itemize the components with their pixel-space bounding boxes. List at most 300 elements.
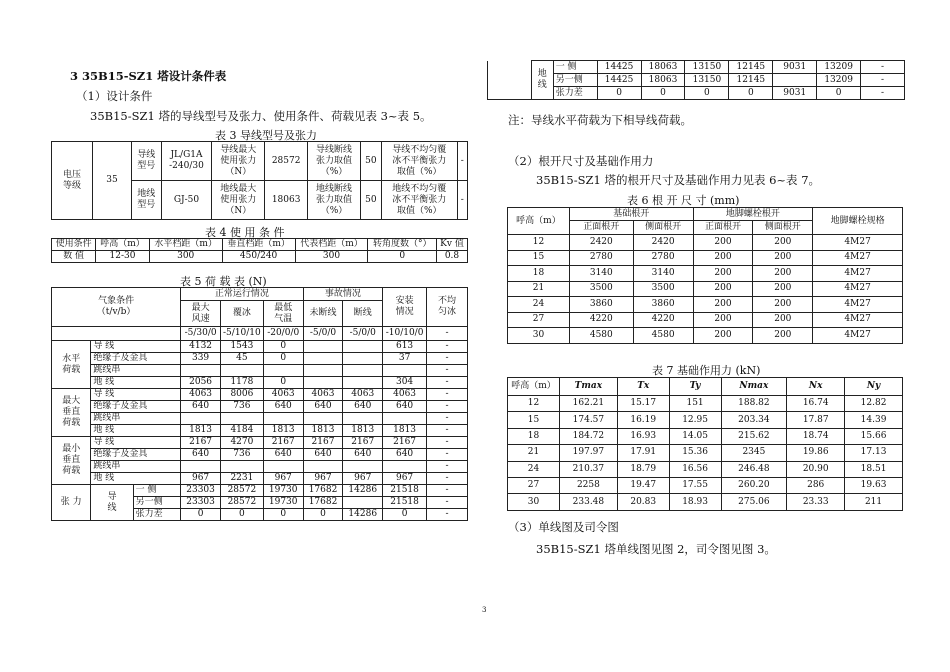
max-tension-label: 地线最大 使用张力 （N）: [212, 181, 265, 220]
value-cell: 9031: [773, 61, 817, 74]
value-cell: 19.86: [787, 445, 845, 461]
param-cell: -5/0/0: [343, 327, 383, 341]
row-name: 绝缘子及金具: [91, 449, 181, 461]
table7-foundation-force: [507, 377, 903, 511]
value-cell: 12.82: [845, 396, 903, 412]
type-value: GJ-50: [161, 181, 212, 220]
value-cell: 14286: [343, 485, 383, 497]
value-cell: 9031: [773, 87, 817, 100]
value-cell: 188.82: [721, 396, 787, 412]
value-cell: 4132: [181, 341, 221, 353]
value-cell: -: [427, 365, 468, 377]
value-cell: 0: [641, 87, 685, 100]
value-cell: 200: [753, 328, 813, 344]
value-cell: 3860: [633, 297, 693, 313]
value-cell: -: [427, 485, 468, 497]
value-cell: 967: [181, 473, 221, 485]
value-cell: 3500: [569, 281, 633, 297]
row-name: 导 线: [91, 437, 181, 449]
value-cell: 200: [693, 266, 753, 282]
value-cell: 17.87: [787, 412, 845, 428]
value-cell: 1813: [383, 425, 427, 437]
value-cell: 16.93: [617, 428, 669, 444]
header-cell: Kv 值: [437, 239, 468, 251]
value-cell: 0: [817, 87, 861, 100]
col-head: 最大 风速: [181, 301, 221, 327]
voltage-value: 35: [93, 142, 132, 220]
table-row: [508, 445, 903, 461]
value-cell: 736: [221, 401, 264, 413]
table-row: [488, 61, 905, 74]
value-cell: 4220: [633, 312, 693, 328]
value-cell: [383, 365, 427, 377]
value-cell: 数 值: [52, 251, 96, 263]
table-row: [52, 485, 468, 497]
value-cell: 12145: [729, 61, 773, 74]
col-head: 断线: [343, 301, 383, 327]
value-cell: 640: [383, 449, 427, 461]
value-cell: 967: [383, 473, 427, 485]
value-cell: 19730: [263, 485, 303, 497]
uneven-value: -: [457, 142, 467, 181]
value-cell: 27: [508, 477, 560, 493]
value-cell: 28572: [221, 485, 264, 497]
value-cell: 4M27: [813, 250, 903, 266]
value-cell: 24: [508, 461, 560, 477]
value-cell: 1813: [343, 425, 383, 437]
value-cell: 21: [508, 281, 570, 297]
bolt-spec-label: 地脚螺栓规格: [813, 208, 903, 235]
type-label: 导线 型号: [132, 142, 162, 181]
value-cell: 640: [303, 449, 343, 461]
value-cell: 12.95: [669, 412, 721, 428]
value-cell: [343, 413, 383, 425]
header-cell: 呼高（m）: [96, 239, 149, 251]
value-cell: 200: [693, 328, 753, 344]
table-row: [508, 494, 903, 510]
value-cell: 20.83: [617, 494, 669, 510]
value-cell: 17.13: [845, 445, 903, 461]
break-value: 50: [360, 181, 381, 220]
value-cell: 300: [149, 251, 222, 263]
table3-conductor-tension: [51, 141, 468, 220]
max-tension-label: 导线最大 使用张力 （N）: [212, 142, 265, 181]
table-row: [508, 477, 903, 493]
break-label: 导线断线 张力取值 （%）: [308, 142, 361, 181]
uneven-label: 地线不均匀覆 冰不平衡张力 取值（%）: [381, 181, 457, 220]
value-cell: 200: [753, 266, 813, 282]
value-cell: 18.79: [617, 461, 669, 477]
row-name: 地 线: [91, 473, 181, 485]
header-cell: Nmax: [721, 378, 787, 396]
blank-cell: [488, 61, 532, 100]
value-cell: 30: [508, 494, 560, 510]
value-cell: 4M27: [813, 297, 903, 313]
header-row: [508, 378, 903, 396]
table-row: [52, 461, 468, 473]
value-cell: 200: [753, 250, 813, 266]
value-cell: -: [861, 74, 905, 87]
value-cell: 4580: [569, 328, 633, 344]
sub-head: 侧面根开: [753, 221, 813, 235]
break-value: 50: [360, 142, 381, 181]
row-name: 导 线: [91, 389, 181, 401]
value-cell: 4063: [383, 389, 427, 401]
value-cell: 18063: [641, 61, 685, 74]
value-cell: 640: [181, 401, 221, 413]
header-cell: 使用条件: [52, 239, 96, 251]
col-head: 最低 气温: [263, 301, 303, 327]
value-cell: 14286: [343, 509, 383, 521]
value-cell: 736: [221, 449, 264, 461]
value-cell: 640: [343, 449, 383, 461]
value-cell: 1813: [303, 425, 343, 437]
value-cell: 28572: [221, 497, 264, 509]
value-cell: 14.05: [669, 428, 721, 444]
value-cell: 30: [508, 328, 570, 344]
page-number: 3: [482, 606, 487, 614]
tension-label: 张 力: [52, 485, 91, 521]
value-cell: 15.66: [845, 428, 903, 444]
accident-label: 事故情况: [303, 288, 382, 301]
value-cell: 0: [729, 87, 773, 100]
value-cell: 19.47: [617, 477, 669, 493]
type-value: JL/G1A -240/30: [161, 142, 212, 181]
value-cell: 12-30: [96, 251, 149, 263]
value-cell: 18.93: [669, 494, 721, 510]
uneven-value: -: [457, 181, 467, 220]
value-cell: 2420: [633, 235, 693, 251]
table-row: [52, 437, 468, 449]
params-spacer: [52, 327, 181, 341]
row-name: 跳线串: [91, 461, 181, 473]
value-cell: [343, 461, 383, 473]
value-cell: [343, 341, 383, 353]
value-cell: -: [427, 341, 468, 353]
table6-caption: 表 6 根 开 尺 寸 (mm): [627, 194, 740, 207]
table-row: [52, 473, 468, 485]
row-name: 跳线串: [91, 413, 181, 425]
row-name: 地 线: [91, 377, 181, 389]
value-cell: 13150: [685, 61, 729, 74]
value-cell: 16.74: [787, 396, 845, 412]
value-cell: 20.90: [787, 461, 845, 477]
value-cell: 200: [693, 297, 753, 313]
row-name: 绝缘子及金具: [91, 401, 181, 413]
col-head: 覆冰: [221, 301, 264, 327]
value-cell: 0.8: [437, 251, 468, 263]
value-cell: [303, 365, 343, 377]
value-cell: 640: [343, 401, 383, 413]
value-cell: 0: [181, 509, 221, 521]
table-row: [508, 461, 903, 477]
paragraph-footing: 35B15-SZ1 塔的根开尺寸及基础作用力见表 6~表 7。: [536, 173, 821, 187]
value-cell: -: [427, 473, 468, 485]
value-cell: 4580: [633, 328, 693, 344]
value-cell: [263, 461, 303, 473]
note-text: 注：导线水平荷载为下相导线荷载。: [508, 113, 692, 127]
value-cell: [383, 413, 427, 425]
value-cell: [303, 413, 343, 425]
value-cell: 2780: [569, 250, 633, 266]
voltage-label: 电压 等级: [52, 142, 93, 220]
value-cell: 613: [383, 341, 427, 353]
value-cell: 233.48: [559, 494, 617, 510]
value-cell: 16.56: [669, 461, 721, 477]
value-cell: 184.72: [559, 428, 617, 444]
table-row: [52, 449, 468, 461]
row-name: 跳线串: [91, 365, 181, 377]
value-cell: -: [427, 377, 468, 389]
value-cell: 4063: [181, 389, 221, 401]
header-cell: Tmax: [559, 378, 617, 396]
value-cell: 4M27: [813, 312, 903, 328]
value-cell: 17.55: [669, 477, 721, 493]
table5-caption: 表 5 荷 载 表 (N): [180, 275, 267, 288]
table-row: [508, 281, 903, 297]
value-cell: 17682: [303, 497, 343, 509]
value-cell: 1813: [181, 425, 221, 437]
row-name: 一 侧: [133, 485, 181, 497]
value-cell: 260.20: [721, 477, 787, 493]
max-tension-value: 18063: [265, 181, 308, 220]
value-cell: -: [427, 497, 468, 509]
value-cell: 18: [508, 266, 570, 282]
value-cell: 339: [181, 353, 221, 365]
value-cell: 2167: [343, 437, 383, 449]
value-cell: 12: [508, 396, 560, 412]
value-cell: 275.06: [721, 494, 787, 510]
value-cell: 4M27: [813, 266, 903, 282]
value-cell: [221, 461, 264, 473]
value-cell: -: [427, 449, 468, 461]
table-row: [52, 365, 468, 377]
value-cell: 300: [295, 251, 368, 263]
value-cell: 1543: [221, 341, 264, 353]
value-cell: 23303: [181, 485, 221, 497]
table4-caption: 表 4 使 用 条 件: [205, 226, 285, 239]
table5-continuation: [487, 60, 905, 100]
value-cell: 4220: [569, 312, 633, 328]
value-cell: 0: [263, 341, 303, 353]
value-cell: 967: [263, 473, 303, 485]
value-cell: [303, 353, 343, 365]
value-cell: 13209: [817, 61, 861, 74]
height-label: 呼高（m）: [508, 208, 570, 235]
sub-head: 侧面根开: [633, 221, 693, 235]
value-cell: 640: [303, 401, 343, 413]
col-head: 未断线: [303, 301, 343, 327]
value-cell: 2258: [559, 477, 617, 493]
value-cell: 967: [343, 473, 383, 485]
value-cell: 18.74: [787, 428, 845, 444]
value-cell: 246.48: [721, 461, 787, 477]
value-cell: 640: [181, 449, 221, 461]
header-cell: 转角度数（°）: [368, 239, 437, 251]
load-group-label: 水平 荷载: [52, 341, 91, 389]
value-cell: 2167: [383, 437, 427, 449]
value-cell: -: [427, 401, 468, 413]
value-cell: 0: [368, 251, 437, 263]
table-row: [508, 312, 903, 328]
header-cell: 垂直档距（m）: [222, 239, 295, 251]
load-group-label: 最小 垂直 荷载: [52, 437, 91, 485]
param-cell: -5/30/0: [181, 327, 221, 341]
value-cell: 12145: [729, 74, 773, 87]
value-cell: [221, 413, 264, 425]
value-cell: 21518: [383, 485, 427, 497]
header-cell: Ty: [669, 378, 721, 396]
value-cell: 0: [303, 509, 343, 521]
break-label: 地线断线 张力取值 （%）: [308, 181, 361, 220]
value-cell: 45: [221, 353, 264, 365]
table-row: [52, 341, 468, 353]
value-cell: 14425: [597, 74, 641, 87]
value-cell: [343, 353, 383, 365]
value-cell: 200: [693, 281, 753, 297]
value-cell: -: [861, 61, 905, 74]
table-row: [508, 328, 903, 344]
subsection-footing: （2）根开尺寸及基础作用力: [508, 154, 654, 168]
table-row: [508, 266, 903, 282]
tension-conductor-label: 导 线: [91, 485, 133, 521]
value-cell: [263, 413, 303, 425]
table7-caption: 表 7 基础作用力 (kN): [652, 364, 761, 377]
section-heading: 3 35B15-SZ1 塔设计条件表: [70, 69, 227, 83]
value-cell: 2345: [721, 445, 787, 461]
value-cell: 2420: [569, 235, 633, 251]
table-row: [508, 396, 903, 412]
row-name: 绝缘子及金具: [91, 353, 181, 365]
value-cell: 14.39: [845, 412, 903, 428]
value-cell: 4M27: [813, 328, 903, 344]
table-row: [508, 250, 903, 266]
load-group-label: 最大 垂直 荷载: [52, 389, 91, 437]
value-cell: 12: [508, 235, 570, 251]
row-name: 张力差: [553, 87, 597, 100]
value-cell: [343, 365, 383, 377]
table-row: [52, 389, 468, 401]
value-cell: 18.51: [845, 461, 903, 477]
value-cell: -: [427, 437, 468, 449]
value-cell: 286: [787, 477, 845, 493]
header-cell: 代表档距（m）: [295, 239, 368, 251]
value-cell: 2231: [221, 473, 264, 485]
value-cell: 162.21: [559, 396, 617, 412]
value-cell: 8006: [221, 389, 264, 401]
value-cell: -: [427, 425, 468, 437]
value-cell: 0: [685, 87, 729, 100]
table-row: [508, 412, 903, 428]
value-cell: 203.34: [721, 412, 787, 428]
sub-head: 正面根开: [569, 221, 633, 235]
type-label: 地线 型号: [132, 181, 162, 220]
value-cell: 1813: [263, 425, 303, 437]
value-cell: 200: [753, 281, 813, 297]
value-cell: [181, 365, 221, 377]
value-cell: 200: [693, 250, 753, 266]
value-cell: 4270: [221, 437, 264, 449]
value-cell: -: [427, 461, 468, 473]
table3-caption: 表 3 导线型号及张力: [215, 129, 317, 142]
value-cell: [181, 461, 221, 473]
value-cell: 19.63: [845, 477, 903, 493]
table-row: [52, 425, 468, 437]
value-cell: 967: [303, 473, 343, 485]
value-cell: 27: [508, 312, 570, 328]
value-cell: -: [427, 509, 468, 521]
table-row: [508, 297, 903, 313]
normal-operation-label: 正常运行情况: [181, 288, 304, 301]
param-cell: -10/10/0: [383, 327, 427, 341]
value-cell: [221, 365, 264, 377]
table-row: [508, 428, 903, 444]
value-cell: 4063: [303, 389, 343, 401]
value-cell: 3860: [569, 297, 633, 313]
row-name: 另一侧: [133, 497, 181, 509]
subsection-diagrams: （3）单线图及司令图: [508, 520, 619, 534]
value-cell: 2056: [181, 377, 221, 389]
value-cell: 0: [221, 509, 264, 521]
value-cell: 4063: [263, 389, 303, 401]
value-cell: 16.19: [617, 412, 669, 428]
value-cell: 3140: [633, 266, 693, 282]
value-cell: 2167: [303, 437, 343, 449]
value-cell: [181, 413, 221, 425]
max-tension-value: 28572: [265, 142, 308, 181]
value-cell: 24: [508, 297, 570, 313]
value-cell: 2167: [263, 437, 303, 449]
table-row: [52, 353, 468, 365]
value-cell: 200: [753, 297, 813, 313]
value-cell: 21: [508, 445, 560, 461]
value-cell: 4063: [343, 389, 383, 401]
value-cell: 13150: [685, 74, 729, 87]
value-cell: 0: [383, 509, 427, 521]
value-cell: 0: [263, 509, 303, 521]
value-cell: 210.37: [559, 461, 617, 477]
value-cell: 14425: [597, 61, 641, 74]
param-cell: -: [427, 327, 468, 341]
value-cell: 200: [753, 235, 813, 251]
value-cell: 1178: [221, 377, 264, 389]
value-cell: 4M27: [813, 281, 903, 297]
value-cell: 13209: [817, 74, 861, 87]
value-cell: 18063: [641, 74, 685, 87]
row-name: 一 侧: [553, 61, 597, 74]
value-cell: -: [427, 389, 468, 401]
value-cell: [773, 74, 817, 87]
table-row: [52, 413, 468, 425]
table5-load-table: [51, 287, 468, 521]
value-cell: 2167: [181, 437, 221, 449]
uneven-ice-label: 不均 匀冰: [427, 288, 468, 327]
value-cell: 151: [669, 396, 721, 412]
table4-usage-conditions: [51, 238, 468, 263]
value-cell: 17682: [303, 485, 343, 497]
sub-head: 正面根开: [693, 221, 753, 235]
value-cell: 15.36: [669, 445, 721, 461]
value-cell: -: [427, 353, 468, 365]
value-cell: 640: [263, 401, 303, 413]
value-cell: 15: [508, 412, 560, 428]
table6-root-opening: [507, 207, 903, 344]
row-name: 地 线: [91, 425, 181, 437]
value-cell: [303, 377, 343, 389]
bolt-root-label: 地脚螺栓根开: [693, 208, 813, 221]
value-cell: 304: [383, 377, 427, 389]
value-cell: [303, 341, 343, 353]
